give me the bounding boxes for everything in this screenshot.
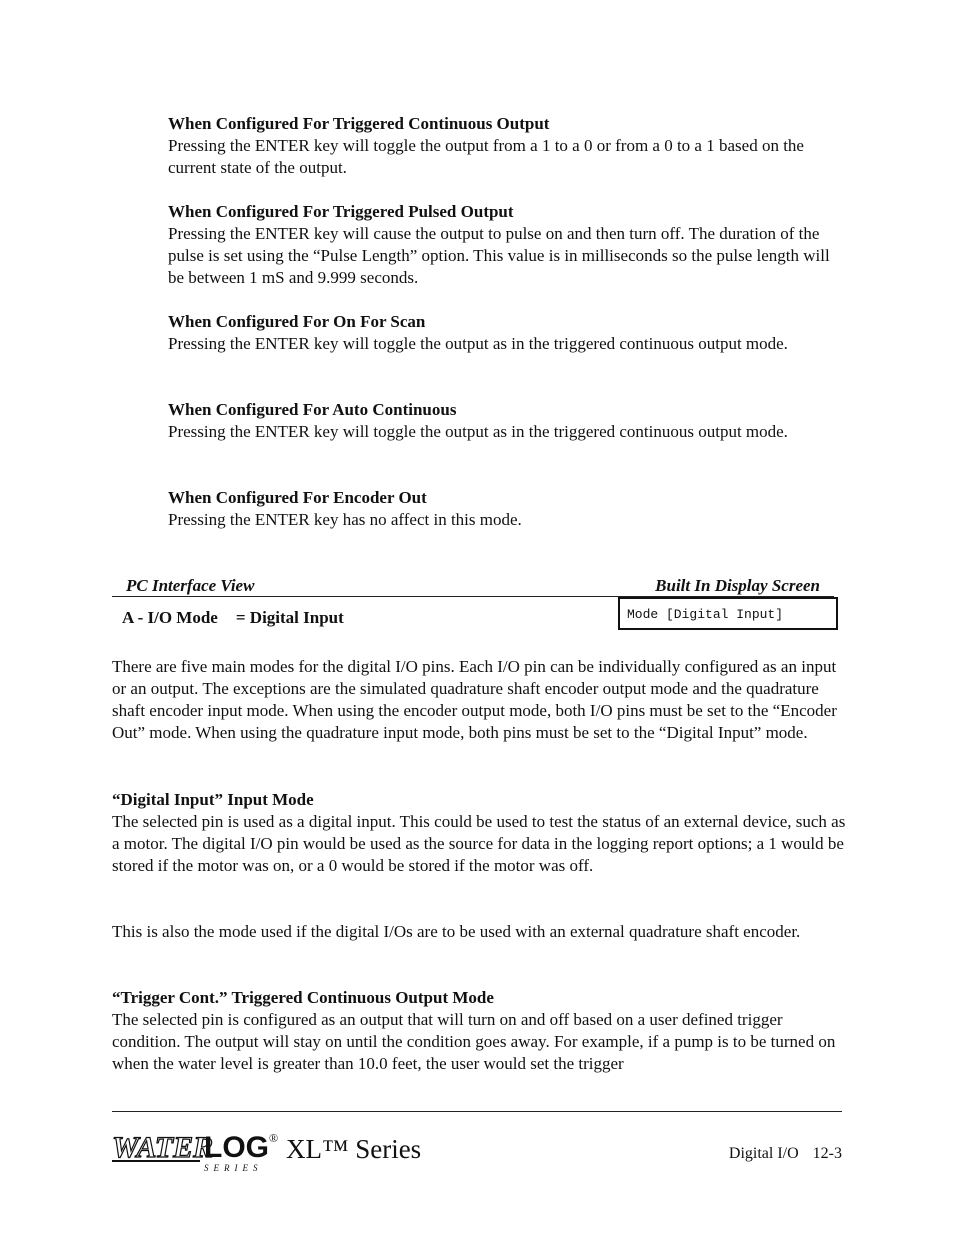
section-heading: “Trigger Cont.” Triggered Continuous Output Mode (112, 988, 494, 1007)
section-heading: When Configured For Encoder Out (168, 488, 427, 507)
section-body: The selected pin is configured as an output that will turn on and off based on a user defined trigger condition. The output will stay on until the condition goes away. For example, if a pump is to be turned on when the water level is greater than 10.0 feet, the user would set the trigger (112, 1010, 836, 1073)
page-footer-label (729, 1145, 842, 1163)
section-heading: When Configured For Triggered Pulsed Output (168, 202, 514, 221)
interface-header (112, 576, 834, 597)
display-screen-label: Built In Display Screen (655, 576, 820, 595)
section-digital-input-note (112, 921, 848, 943)
section-body: Pressing the ENTER key will toggle the output as in the triggered continuous output mode. (168, 334, 788, 353)
section-triggered-pulsed (168, 201, 848, 289)
section-heading: “Digital Input” Input Mode (112, 790, 314, 809)
logo-word-water: WATER (112, 1131, 214, 1164)
section-body: This is also the mode used if the digital I/Os are to be used with an external quadrature shaft encoder. (112, 922, 801, 941)
footer-rule (112, 1111, 842, 1112)
page-number: 12-3 (812, 1145, 842, 1162)
section-auto-continuous (168, 399, 848, 443)
lcd-display (618, 597, 838, 630)
intro-text: There are five main modes for the digital I/O pins. Each I/O pin can be individually configured as an input or an output. The exceptions are the simulated quadrature shaft encoder output mode and the quadrature shaft encoder input mode. When using the encoder output mode, both I/O pins must be set to the “Encoder Out” mode. When using the quadrature input mode, both pins must be set to the “Digital Input” mode. (112, 657, 837, 742)
section-body: The selected pin is used as a digital input. This could be used to test the status of an external device, such as a motor. The digital I/O pin would be used as the source for data in the logging report options; a 1 would be stored if the motor was on, or a 0 would be stored if the motor was off. (112, 812, 846, 875)
section-on-for-scan (168, 311, 848, 355)
io-mode-menu (122, 608, 344, 628)
intro-paragraph (112, 656, 848, 744)
section-digital-input (112, 789, 848, 877)
section-heading: When Configured For Triggered Continuous Output (168, 114, 550, 133)
section-heading: When Configured For On For Scan (168, 312, 426, 331)
waterlog-logo (112, 1127, 282, 1173)
section-triggered-continuous (168, 113, 848, 179)
section-body: Pressing the ENTER key will cause the output to pulse on and then turn off. The duration of the pulse is set using the “Pulse Length” option. This value is in milliseconds so the pulse length will be between 1 mS and 9.999 seconds. (168, 224, 830, 287)
section-encoder-out (168, 487, 848, 531)
footer-section: Digital I/O (728, 1145, 799, 1162)
section-trigger-cont (112, 987, 848, 1075)
logo-series-subtext: SERIES (204, 1163, 263, 1173)
pc-interface-label: PC Interface View (126, 576, 255, 595)
section-body: Pressing the ENTER key has no affect in this mode. (168, 510, 522, 529)
io-mode-value: = Digital Input (235, 608, 344, 627)
lcd-text: Mode [Digital Input] (627, 607, 784, 622)
series-title: XL™ Series (286, 1134, 422, 1164)
section-body: Pressing the ENTER key will toggle the output as in the triggered continuous output mode. (168, 422, 788, 441)
logo-registered: ® (269, 1131, 279, 1145)
io-mode-label: A - I/O Mode (122, 608, 218, 627)
section-heading: When Configured For Auto Continuous (168, 400, 457, 419)
section-body: Pressing the ENTER key will toggle the output from a 1 to a 0 or from a 0 to a 1 based on the current state of the output. (168, 136, 804, 177)
logo-word-log: LOG (204, 1131, 269, 1164)
